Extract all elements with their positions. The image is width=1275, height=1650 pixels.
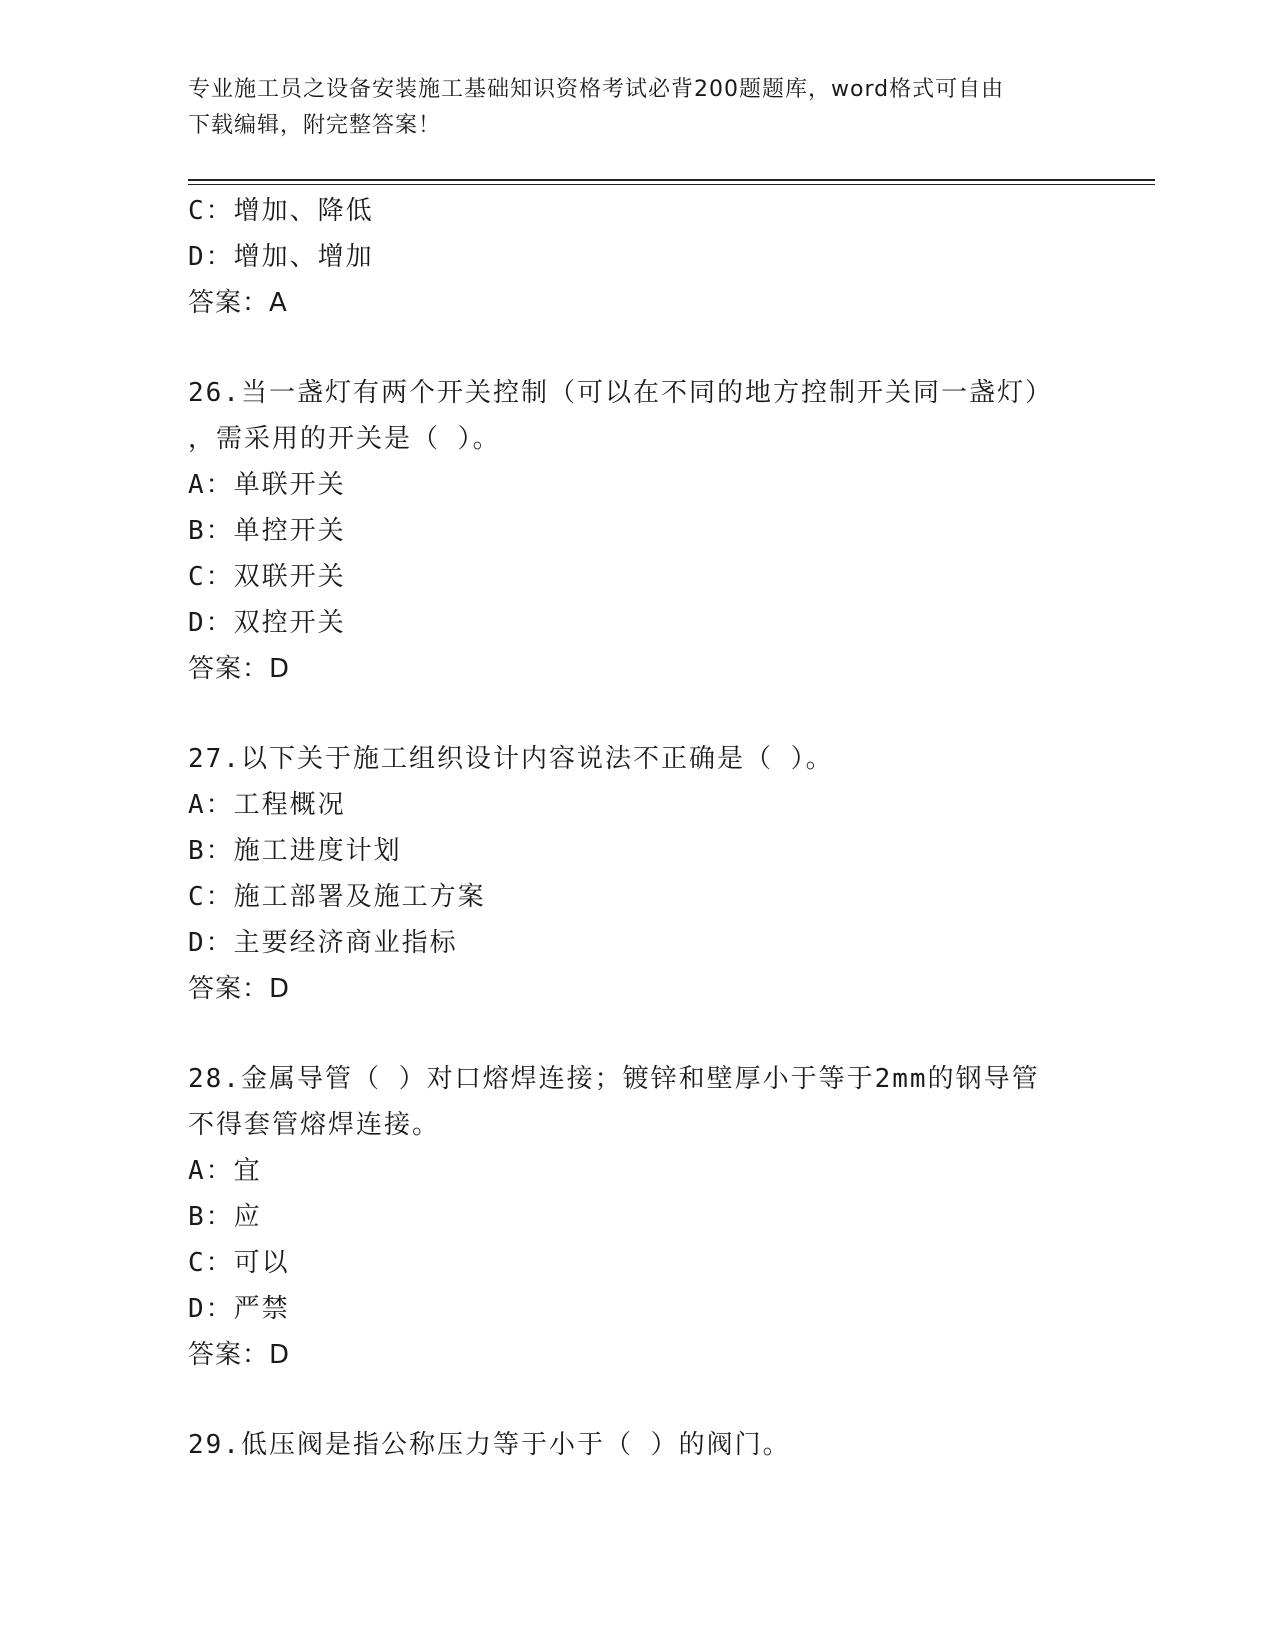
option-b: B：施工进度计划	[188, 836, 402, 866]
option-b: B：应	[188, 1202, 262, 1232]
question-text: 26.当一盏灯有两个开关控制（可以在不同的地方控制开关同一盏灯）	[188, 378, 1053, 408]
answer-line: 答案：D	[188, 1340, 291, 1370]
option-d: D：主要经济商业指标	[188, 928, 458, 958]
option-c: C：增加、降低	[188, 196, 374, 226]
question-27	[188, 736, 1078, 1012]
header-line-1: 专业施工员之设备安装施工基础知识资格考试必背200题题库，word格式可自由	[188, 77, 1005, 102]
option-c: C：施工部署及施工方案	[188, 882, 486, 912]
question-26	[188, 370, 1078, 692]
option-c: C：双联开关	[188, 562, 346, 592]
page-header	[188, 72, 1068, 144]
option-a: A：单联开关	[188, 470, 346, 500]
option-c: C：可以	[188, 1248, 290, 1278]
option-a: A：宜	[188, 1156, 262, 1186]
option-d: D：双控开关	[188, 608, 346, 638]
header-line-2: 下载编辑，附完整答案！	[188, 113, 442, 138]
option-b: B：单控开关	[188, 516, 346, 546]
spacer	[188, 692, 1078, 736]
question-28	[188, 1056, 1078, 1378]
question-list	[188, 188, 1078, 1468]
answer-line: 答案：A	[188, 288, 288, 318]
question-text-continued: 不得套管熔焊连接。	[188, 1110, 441, 1140]
question-text: 27.以下关于施工组织设计内容说法不正确是（ ）。	[188, 744, 834, 774]
answer-line: 答案：D	[188, 974, 291, 1004]
question-text: 28.金属导管（ ）对口熔焊连接；镀锌和壁厚小于等于2mm的钢导管	[188, 1064, 1040, 1094]
answer-line: 答案：D	[188, 654, 291, 684]
spacer	[188, 1012, 1078, 1056]
header-rule-thin	[188, 184, 1155, 185]
option-d: D：增加、增加	[188, 242, 374, 272]
question-text-continued: ，需采用的开关是（ ）。	[188, 424, 501, 454]
option-d: D：严禁	[188, 1294, 290, 1324]
option-a: A：工程概况	[188, 790, 346, 820]
question-29	[188, 1422, 1078, 1468]
question-25-continuation	[188, 188, 1078, 326]
spacer	[188, 326, 1078, 370]
header-rule-thick	[188, 179, 1155, 181]
spacer	[188, 1378, 1078, 1422]
question-text: 29.低压阀是指公称压力等于小于（ ）的阀门。	[188, 1430, 791, 1460]
